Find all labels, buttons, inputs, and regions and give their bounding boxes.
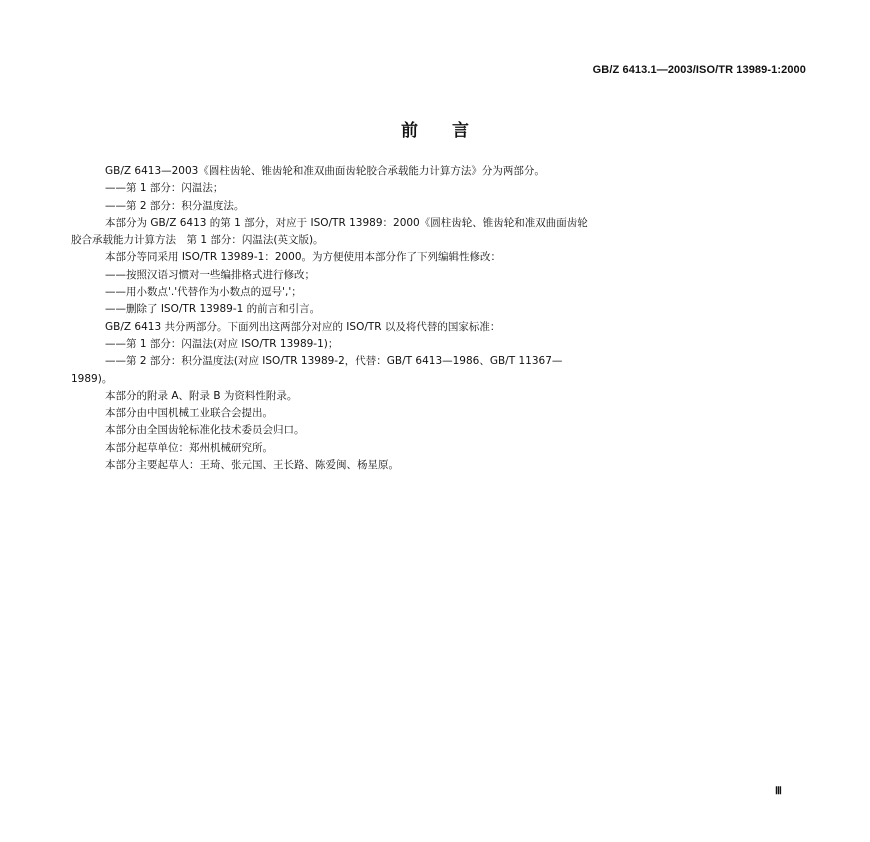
paragraph: 本部分主要起草人：王琦、张元国、王长路、陈爱闽、杨星原。: [105, 459, 399, 472]
list-item: ——第 1 部分：闪温法；: [105, 182, 224, 195]
paragraph: GB/Z 6413 共分两部分。下面列出这两部分对应的 ISO/TR 以及将代替的国家标准：: [105, 320, 501, 333]
paragraph: 本部分起草单位：郑州机械研究所。: [105, 441, 273, 454]
page-number: Ⅲ: [775, 786, 782, 797]
paragraph: 本部分的附录 A、附录 B 为资料性附录。: [105, 389, 298, 402]
paragraph: 本部分由全国齿轮标准化技术委员会归口。: [105, 424, 305, 437]
list-item: ——第 1 部分：闪温法(对应 ISO/TR 13989-1)；: [105, 337, 339, 350]
document-body: [71, 163, 771, 474]
list-item: ——按照汉语习惯对一些编排格式进行修改；: [105, 268, 315, 281]
list-item: ——第 2 部分：积分温度法。: [105, 199, 245, 212]
paragraph-continuation: 胶合承载能力计算方法 第 1 部分：闪温法(英文版)。: [71, 234, 324, 247]
list-item-continuation: 1989)。: [71, 372, 113, 385]
list-item: ——用小数点'.'代替作为小数点的逗号','；: [105, 286, 302, 299]
paragraph: 本部分等同采用 ISO/TR 13989-1：2000。为方便使用本部分作了下列编辑性修改：: [105, 251, 502, 264]
paragraph: 本部分为 GB/Z 6413 的第 1 部分，对应于 ISO/TR 13989：2000《圆柱齿轮、锥齿轮和准双曲面齿轮: [105, 216, 588, 229]
page-title: 前 言: [401, 121, 469, 141]
paragraph: GB/Z 6413—2003《圆柱齿轮、锥齿轮和准双曲面齿轮胶合承载能力计算方法》分为两部分。: [105, 165, 545, 177]
list-item: ——删除了 ISO/TR 13989-1 的前言和引言。: [105, 303, 321, 316]
list-item: ——第 2 部分：积分温度法(对应 ISO/TR 13989-2，代替：GB/T 6413—1986、GB/T 11367—: [105, 355, 563, 368]
paragraph: 本部分由中国机械工业联合会提出。: [105, 407, 273, 420]
standard-identifier: GB/Z 6413.1—2003/ISO/TR 13989-1:2000: [592, 64, 806, 76]
